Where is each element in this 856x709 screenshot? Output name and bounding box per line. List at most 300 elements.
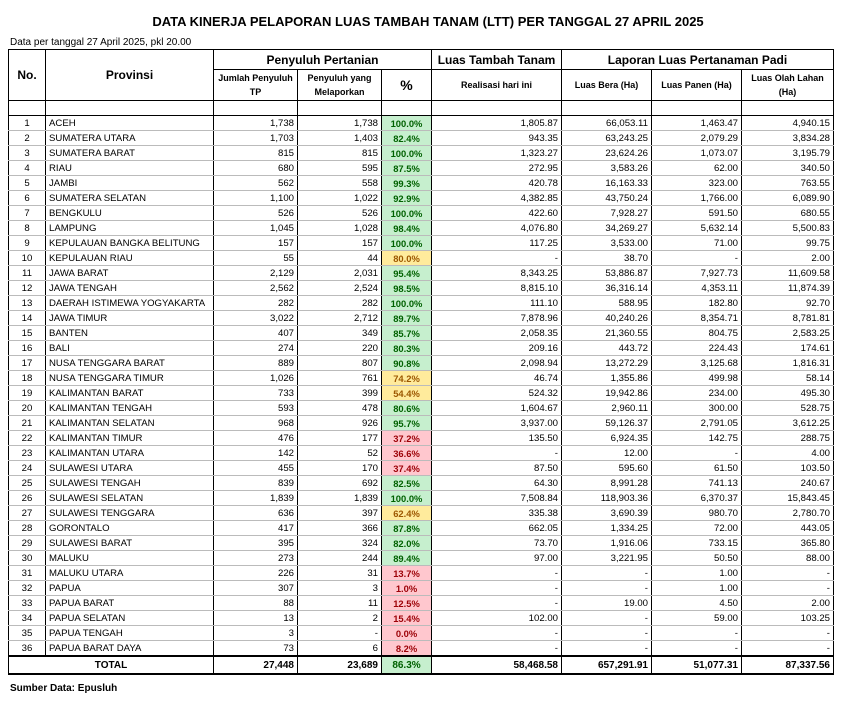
penyuluh-melapor: 1,028: [298, 221, 382, 236]
province-name: SUMATERA BARAT: [46, 146, 214, 161]
row-no: 14: [9, 311, 46, 326]
pct-badge: 8.2%: [382, 641, 432, 657]
total-olah: 87,337.56: [742, 656, 834, 674]
realisasi: 272.95: [432, 161, 562, 176]
luas-panen: 8,354.71: [652, 311, 742, 326]
luas-olah: 1,816.31: [742, 356, 834, 371]
penyuluh-melapor: 1,403: [298, 131, 382, 146]
luas-panen: -: [652, 446, 742, 461]
header-realisasi: Realisasi hari ini: [432, 70, 562, 101]
data-source: Sumber Data: Epusluh: [10, 683, 118, 694]
penyuluh-melapor: 595: [298, 161, 382, 176]
jumlah-penyuluh: 417: [214, 521, 298, 536]
luas-bera: 588.95: [562, 296, 652, 311]
penyuluh-melapor: 170: [298, 461, 382, 476]
total-realisasi: 58,468.58: [432, 656, 562, 674]
luas-bera: 1,334.25: [562, 521, 652, 536]
jumlah-penyuluh: 3: [214, 626, 298, 641]
row-no: 31: [9, 566, 46, 581]
header-panen: Luas Panen (Ha): [652, 70, 742, 101]
luas-olah: 288.75: [742, 431, 834, 446]
luas-panen: 59.00: [652, 611, 742, 626]
province-name: KEPULAUAN BANGKA BELITUNG: [46, 236, 214, 251]
row-no: 18: [9, 371, 46, 386]
luas-olah: 2.00: [742, 251, 834, 266]
penyuluh-melapor: 2,712: [298, 311, 382, 326]
realisasi: 2,098.94: [432, 356, 562, 371]
luas-bera: 38.70: [562, 251, 652, 266]
row-no: 1: [9, 116, 46, 131]
penyuluh-melapor: 2,031: [298, 266, 382, 281]
table-row: [9, 431, 834, 446]
luas-bera: 59,126.37: [562, 416, 652, 431]
row-no: 19: [9, 386, 46, 401]
luas-olah: 174.61: [742, 341, 834, 356]
realisasi: 7,508.84: [432, 491, 562, 506]
penyuluh-melapor: 324: [298, 536, 382, 551]
spacer-row: [9, 101, 834, 116]
luas-panen: 733.15: [652, 536, 742, 551]
row-no: 16: [9, 341, 46, 356]
realisasi: 97.00: [432, 551, 562, 566]
total-row: [9, 656, 834, 674]
luas-olah: -: [742, 641, 834, 657]
row-no: 21: [9, 416, 46, 431]
table-row: [9, 341, 834, 356]
table-row: [9, 326, 834, 341]
row-no: 9: [9, 236, 46, 251]
province-name: JAWA BARAT: [46, 266, 214, 281]
realisasi: 117.25: [432, 236, 562, 251]
jumlah-penyuluh: 968: [214, 416, 298, 431]
penyuluh-melapor: 807: [298, 356, 382, 371]
pct-badge: 85.7%: [382, 326, 432, 341]
row-no: 30: [9, 551, 46, 566]
luas-olah: 443.05: [742, 521, 834, 536]
table-row: [9, 566, 834, 581]
realisasi: 3,937.00: [432, 416, 562, 431]
realisasi: 87.50: [432, 461, 562, 476]
pct-badge: 98.5%: [382, 281, 432, 296]
jumlah-penyuluh: 680: [214, 161, 298, 176]
penyuluh-melapor: 157: [298, 236, 382, 251]
luas-bera: 34,269.27: [562, 221, 652, 236]
jumlah-penyuluh: 73: [214, 641, 298, 657]
luas-olah: 2.00: [742, 596, 834, 611]
luas-bera: -: [562, 581, 652, 596]
pct-badge: 12.5%: [382, 596, 432, 611]
header-pct: %: [382, 70, 432, 101]
luas-olah: 15,843.45: [742, 491, 834, 506]
row-no: 17: [9, 356, 46, 371]
penyuluh-melapor: 558: [298, 176, 382, 191]
province-name: RIAU: [46, 161, 214, 176]
header-penyuluh: Penyuluh Pertanian: [214, 50, 432, 70]
realisasi: -: [432, 626, 562, 641]
row-no: 12: [9, 281, 46, 296]
jumlah-penyuluh: 2,129: [214, 266, 298, 281]
penyuluh-melapor: 2: [298, 611, 382, 626]
luas-panen: 71.00: [652, 236, 742, 251]
luas-olah: 92.70: [742, 296, 834, 311]
pct-badge: 87.8%: [382, 521, 432, 536]
luas-panen: 4.50: [652, 596, 742, 611]
luas-olah: 495.30: [742, 386, 834, 401]
luas-panen: 1,073.07: [652, 146, 742, 161]
row-no: 13: [9, 296, 46, 311]
luas-panen: 61.50: [652, 461, 742, 476]
luas-panen: 62.00: [652, 161, 742, 176]
table-row: [9, 521, 834, 536]
province-name: KALIMANTAN BARAT: [46, 386, 214, 401]
pct-badge: 15.4%: [382, 611, 432, 626]
province-name: BENGKULU: [46, 206, 214, 221]
pct-badge: 82.4%: [382, 131, 432, 146]
pct-badge: 37.2%: [382, 431, 432, 446]
luas-panen: 1.00: [652, 581, 742, 596]
penyuluh-melapor: 220: [298, 341, 382, 356]
table-row: [9, 401, 834, 416]
luas-panen: 2,791.05: [652, 416, 742, 431]
luas-olah: 11,874.39: [742, 281, 834, 296]
total-bera: 657,291.91: [562, 656, 652, 674]
realisasi: 2,058.35: [432, 326, 562, 341]
realisasi: 422.60: [432, 206, 562, 221]
realisasi: 420.78: [432, 176, 562, 191]
luas-panen: 72.00: [652, 521, 742, 536]
header-olah: Luas Olah Lahan (Ha): [742, 70, 834, 101]
pct-badge: 100.0%: [382, 236, 432, 251]
luas-panen: 182.80: [652, 296, 742, 311]
luas-panen: 3,125.68: [652, 356, 742, 371]
header-laporan: Laporan Luas Pertanaman Padi: [562, 50, 834, 70]
jumlah-penyuluh: 455: [214, 461, 298, 476]
province-name: KALIMANTAN TENGAH: [46, 401, 214, 416]
jumlah-penyuluh: 157: [214, 236, 298, 251]
table-row: [9, 476, 834, 491]
table-row: [9, 191, 834, 206]
pct-badge: 99.3%: [382, 176, 432, 191]
province-name: SULAWESI SELATAN: [46, 491, 214, 506]
province-name: SULAWESI BARAT: [46, 536, 214, 551]
luas-panen: 300.00: [652, 401, 742, 416]
jumlah-penyuluh: 273: [214, 551, 298, 566]
table-row: [9, 581, 834, 596]
table-row: [9, 356, 834, 371]
luas-panen: 591.50: [652, 206, 742, 221]
pct-badge: 87.5%: [382, 161, 432, 176]
luas-bera: 23,624.26: [562, 146, 652, 161]
realisasi: -: [432, 581, 562, 596]
penyuluh-melapor: 1,839: [298, 491, 382, 506]
luas-panen: 2,079.29: [652, 131, 742, 146]
luas-panen: -: [652, 641, 742, 657]
luas-panen: 234.00: [652, 386, 742, 401]
luas-bera: 19,942.86: [562, 386, 652, 401]
penyuluh-melapor: 3: [298, 581, 382, 596]
jumlah-penyuluh: 1,738: [214, 116, 298, 131]
jumlah-penyuluh: 407: [214, 326, 298, 341]
luas-bera: 595.60: [562, 461, 652, 476]
luas-olah: 365.80: [742, 536, 834, 551]
pct-badge: 1.0%: [382, 581, 432, 596]
table-row: [9, 371, 834, 386]
pct-badge: 37.4%: [382, 461, 432, 476]
jumlah-penyuluh: 3,022: [214, 311, 298, 326]
data-timestamp: Data per tanggal 27 April 2025, pkl 20.00: [10, 37, 192, 48]
province-name: MALUKU: [46, 551, 214, 566]
row-no: 11: [9, 266, 46, 281]
jumlah-penyuluh: 476: [214, 431, 298, 446]
total-jumlah: 27,448: [214, 656, 298, 674]
table-row: [9, 611, 834, 626]
realisasi: -: [432, 566, 562, 581]
realisasi: 1,805.87: [432, 116, 562, 131]
table-row: [9, 221, 834, 236]
performance-table: [8, 49, 834, 675]
luas-bera: 19.00: [562, 596, 652, 611]
table-row: [9, 626, 834, 641]
table-row: [9, 536, 834, 551]
jumlah-penyuluh: 274: [214, 341, 298, 356]
realisasi: 8,343.25: [432, 266, 562, 281]
realisasi: -: [432, 446, 562, 461]
luas-bera: 12.00: [562, 446, 652, 461]
table-row: [9, 116, 834, 131]
header-provinsi: Provinsi: [46, 50, 214, 101]
row-no: 10: [9, 251, 46, 266]
luas-olah: 11,609.58: [742, 266, 834, 281]
luas-olah: 8,781.81: [742, 311, 834, 326]
jumlah-penyuluh: 55: [214, 251, 298, 266]
row-no: 29: [9, 536, 46, 551]
province-name: NUSA TENGGARA BARAT: [46, 356, 214, 371]
penyuluh-melapor: 761: [298, 371, 382, 386]
realisasi: 662.05: [432, 521, 562, 536]
luas-bera: -: [562, 611, 652, 626]
realisasi: 8,815.10: [432, 281, 562, 296]
penyuluh-melapor: -: [298, 626, 382, 641]
row-no: 15: [9, 326, 46, 341]
luas-olah: 3,195.79: [742, 146, 834, 161]
table-row: [9, 506, 834, 521]
luas-olah: -: [742, 626, 834, 641]
luas-olah: 3,612.25: [742, 416, 834, 431]
total-pct: 86.3%: [382, 656, 432, 674]
jumlah-penyuluh: 593: [214, 401, 298, 416]
province-name: SUMATERA UTARA: [46, 131, 214, 146]
province-name: MALUKU UTARA: [46, 566, 214, 581]
luas-olah: 2,780.70: [742, 506, 834, 521]
luas-bera: 443.72: [562, 341, 652, 356]
row-no: 35: [9, 626, 46, 641]
luas-bera: -: [562, 641, 652, 657]
luas-olah: 240.67: [742, 476, 834, 491]
page-title: DATA KINERJA PELAPORAN LUAS TAMBAH TANAM (LTT) PER TANGGAL 27 APRIL 2025: [152, 14, 704, 29]
luas-panen: -: [652, 626, 742, 641]
luas-olah: 340.50: [742, 161, 834, 176]
penyuluh-melapor: 366: [298, 521, 382, 536]
penyuluh-melapor: 11: [298, 596, 382, 611]
province-name: SUMATERA SELATAN: [46, 191, 214, 206]
luas-panen: -: [652, 251, 742, 266]
luas-bera: 43,750.24: [562, 191, 652, 206]
penyuluh-melapor: 692: [298, 476, 382, 491]
table-row: [9, 461, 834, 476]
penyuluh-melapor: 177: [298, 431, 382, 446]
luas-panen: 499.98: [652, 371, 742, 386]
luas-olah: 3,834.28: [742, 131, 834, 146]
realisasi: 73.70: [432, 536, 562, 551]
pct-badge: 89.7%: [382, 311, 432, 326]
luas-bera: 13,272.29: [562, 356, 652, 371]
luas-olah: 4,940.15: [742, 116, 834, 131]
province-name: NUSA TENGGARA TIMUR: [46, 371, 214, 386]
province-name: SULAWESI UTARA: [46, 461, 214, 476]
luas-bera: 3,690.39: [562, 506, 652, 521]
province-name: PAPUA TENGAH: [46, 626, 214, 641]
jumlah-penyuluh: 1,839: [214, 491, 298, 506]
pct-badge: 95.4%: [382, 266, 432, 281]
luas-olah: 88.00: [742, 551, 834, 566]
row-no: 28: [9, 521, 46, 536]
luas-olah: 528.75: [742, 401, 834, 416]
table-row: [9, 236, 834, 251]
province-name: SULAWESI TENGAH: [46, 476, 214, 491]
jumlah-penyuluh: 1,045: [214, 221, 298, 236]
pct-badge: 92.9%: [382, 191, 432, 206]
luas-panen: 1,463.47: [652, 116, 742, 131]
luas-olah: -: [742, 566, 834, 581]
luas-panen: 980.70: [652, 506, 742, 521]
luas-olah: 58.14: [742, 371, 834, 386]
row-no: 36: [9, 641, 46, 657]
realisasi: -: [432, 641, 562, 657]
luas-bera: 3,533.00: [562, 236, 652, 251]
luas-olah: 103.25: [742, 611, 834, 626]
province-name: KALIMANTAN UTARA: [46, 446, 214, 461]
luas-bera: -: [562, 626, 652, 641]
province-name: KALIMANTAN SELATAN: [46, 416, 214, 431]
row-no: 4: [9, 161, 46, 176]
luas-olah: 4.00: [742, 446, 834, 461]
header-ltt: Luas Tambah Tanam: [432, 50, 562, 70]
province-name: PAPUA: [46, 581, 214, 596]
luas-panen: 142.75: [652, 431, 742, 446]
luas-olah: 103.50: [742, 461, 834, 476]
pct-badge: 95.7%: [382, 416, 432, 431]
realisasi: 335.38: [432, 506, 562, 521]
pct-badge: 80.6%: [382, 401, 432, 416]
luas-bera: 36,316.14: [562, 281, 652, 296]
realisasi: 111.10: [432, 296, 562, 311]
row-no: 26: [9, 491, 46, 506]
pct-badge: 62.4%: [382, 506, 432, 521]
province-name: GORONTALO: [46, 521, 214, 536]
realisasi: 1,604.67: [432, 401, 562, 416]
luas-panen: 5,632.14: [652, 221, 742, 236]
luas-bera: -: [562, 566, 652, 581]
luas-panen: 1,766.00: [652, 191, 742, 206]
penyuluh-melapor: 244: [298, 551, 382, 566]
jumlah-penyuluh: 226: [214, 566, 298, 581]
jumlah-penyuluh: 1,100: [214, 191, 298, 206]
table-row: [9, 596, 834, 611]
jumlah-penyuluh: 889: [214, 356, 298, 371]
luas-bera: 53,886.87: [562, 266, 652, 281]
realisasi: 1,323.27: [432, 146, 562, 161]
jumlah-penyuluh: 526: [214, 206, 298, 221]
luas-olah: 2,583.25: [742, 326, 834, 341]
table-row: [9, 491, 834, 506]
table-row: [9, 386, 834, 401]
jumlah-penyuluh: 282: [214, 296, 298, 311]
table-row: [9, 311, 834, 326]
table-row: [9, 131, 834, 146]
pct-badge: 100.0%: [382, 116, 432, 131]
row-no: 2: [9, 131, 46, 146]
luas-panen: 323.00: [652, 176, 742, 191]
province-name: DAERAH ISTIMEWA YOGYAKARTA: [46, 296, 214, 311]
luas-panen: 1.00: [652, 566, 742, 581]
row-no: 7: [9, 206, 46, 221]
table-row: [9, 416, 834, 431]
penyuluh-melapor: 399: [298, 386, 382, 401]
table-row: [9, 206, 834, 221]
penyuluh-melapor: 31: [298, 566, 382, 581]
realisasi: 7,878.96: [432, 311, 562, 326]
pct-badge: 100.0%: [382, 491, 432, 506]
luas-bera: 3,221.95: [562, 551, 652, 566]
luas-bera: 66,053.11: [562, 116, 652, 131]
jumlah-penyuluh: 142: [214, 446, 298, 461]
pct-badge: 36.6%: [382, 446, 432, 461]
row-no: 20: [9, 401, 46, 416]
pct-badge: 74.2%: [382, 371, 432, 386]
pct-badge: 100.0%: [382, 146, 432, 161]
table-row: [9, 146, 834, 161]
penyuluh-melapor: 397: [298, 506, 382, 521]
jumlah-penyuluh: 839: [214, 476, 298, 491]
luas-panen: 4,353.11: [652, 281, 742, 296]
total-panen: 51,077.31: [652, 656, 742, 674]
row-no: 24: [9, 461, 46, 476]
pct-badge: 80.3%: [382, 341, 432, 356]
penyuluh-melapor: 282: [298, 296, 382, 311]
province-name: KALIMANTAN TIMUR: [46, 431, 214, 446]
pct-badge: 89.4%: [382, 551, 432, 566]
province-name: PAPUA BARAT DAYA: [46, 641, 214, 657]
jumlah-penyuluh: 1,703: [214, 131, 298, 146]
jumlah-penyuluh: 1,026: [214, 371, 298, 386]
jumlah-penyuluh: 562: [214, 176, 298, 191]
pct-badge: 100.0%: [382, 206, 432, 221]
realisasi: 102.00: [432, 611, 562, 626]
jumlah-penyuluh: 88: [214, 596, 298, 611]
jumlah-penyuluh: 13: [214, 611, 298, 626]
luas-bera: 40,240.26: [562, 311, 652, 326]
jumlah-penyuluh: 815: [214, 146, 298, 161]
jumlah-penyuluh: 636: [214, 506, 298, 521]
row-no: 6: [9, 191, 46, 206]
penyuluh-melapor: 349: [298, 326, 382, 341]
luas-bera: 2,960.11: [562, 401, 652, 416]
header-bera: Luas Bera (Ha): [562, 70, 652, 101]
row-no: 23: [9, 446, 46, 461]
table-row: [9, 296, 834, 311]
province-name: JAWA TENGAH: [46, 281, 214, 296]
pct-badge: 90.8%: [382, 356, 432, 371]
